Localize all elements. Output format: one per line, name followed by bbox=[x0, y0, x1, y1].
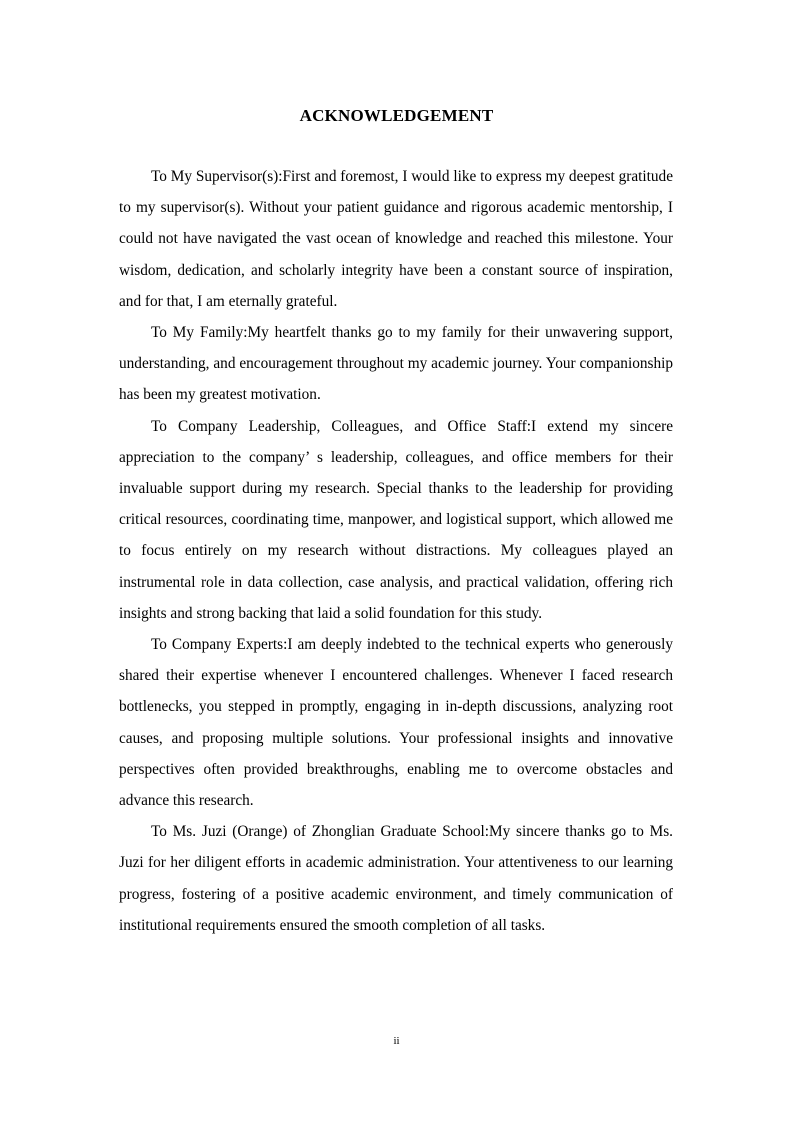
acknowledgement-body bbox=[119, 161, 673, 941]
paragraph-company-leadership: To Company Leadership, Colleagues, and Office Staff:I extend my sincere appreciation to the company’ s leadership, colleagues, and office members for their invaluable support during my research. Special thanks to the leadership for providing critical resources, coordinating time, manpower, and logistical support, which allowed me to focus entirely on my research without distractions. My colleagues played an instrumental role in data collection, case analysis, and practical validation, offering rich insights and strong backing that laid a solid foundation for this study. bbox=[119, 417, 673, 622]
page-number: ii bbox=[393, 1035, 400, 1047]
paragraph-company-experts: To Company Experts:I am deeply indebted to the technical experts who generously shared their expertise whenever I encountered challenges. Whenever I faced research bottlenecks, you stepped in promptly, engaging in in-depth discussions, analyzing root causes, and proposing multiple solutions. Your professional insights and innovative perspectives often provided breakthroughs, enabling me to overcome obstacles and advance this research. bbox=[119, 636, 673, 810]
paragraph-graduate-school: To Ms. Juzi (Orange) of Zhonglian Graduate School:My sincere thanks go to Ms. Juzi for her diligent efforts in academic administration. Your attentiveness to our learning progress, fostering of a positive academic environment, and timely communication of institutional requirements ensured the smooth completion of all tasks. bbox=[119, 823, 673, 934]
paragraph-supervisor: To My Supervisor(s):First and foremost, I would like to express my deepest gratitude to my supervisor(s). Without your patient guidance and rigorous academic mentorship, I could not have navigated the vast ocean of knowledge and reached this milestone. Your wisdom, dedication, and scholarly integrity have been a constant source of inspiration, and for that, I am eternally grateful. bbox=[119, 168, 673, 310]
page-title: ACKNOWLEDGEMENT bbox=[299, 106, 494, 125]
paragraph-family: To My Family:My heartfelt thanks go to my family for their unwavering support, understanding, and encouragement throughout my academic journey. Your companionship has been my greatest motivation. bbox=[119, 324, 673, 404]
